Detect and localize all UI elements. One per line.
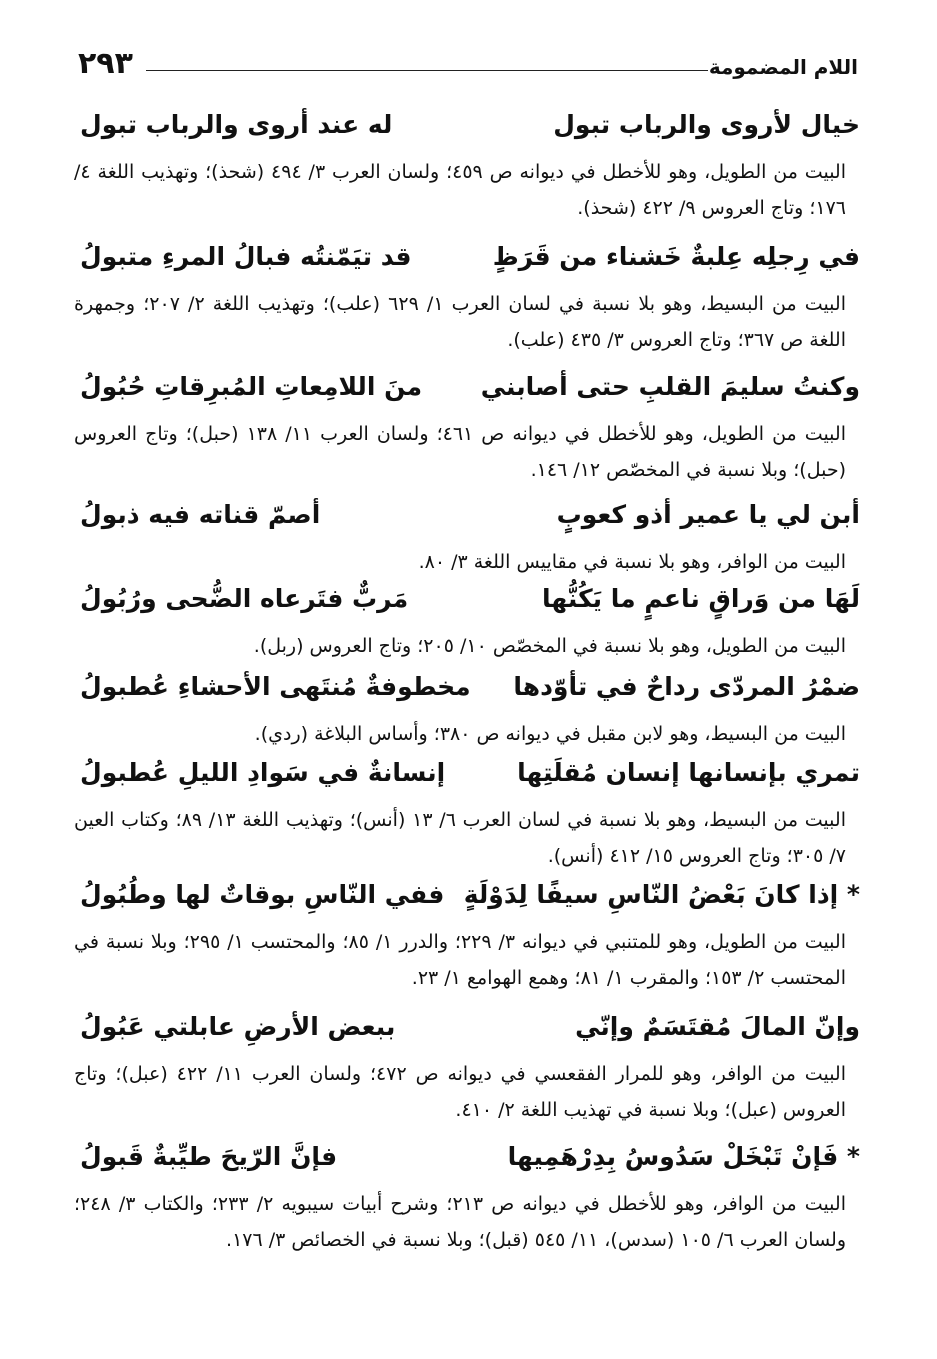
verse-line xyxy=(60,874,860,924)
verse-citation: البيت من الطويل، وهو للمتنبي في ديوانه ٣/ ٢٢٩؛ والدرر ١/ ٨٥؛ والمحتسب ١/ ٢٩٥؛ وبلا نسبة في المحتسب ٢/ ١٥٣؛ والمقرب ١/ ٨١؛ وهمع الهوامع ١/ ٢٣. xyxy=(74,931,846,989)
verse-citation: البيت من البسيط، وهو بلا نسبة في لسان العرب ٦/ ١٣ (أنس)؛ وتهذيب اللغة ١٣/ ٨٩؛ وكتاب العين ٧/ ٣٠٥؛ وتاج العروس ١٥/ ٤١٢ (أنس). xyxy=(74,809,846,867)
verse-citation: البيت من الطويل، وهو بلا نسبة في المخصّص ١٠/ ٢٠٥؛ وتاج العروس (ربل). xyxy=(253,635,846,657)
verse-line xyxy=(60,366,860,416)
verse-line xyxy=(60,494,860,544)
verse-line xyxy=(60,666,860,716)
verse-first-hemistich: لَهَا من وَراقٍ ناعمٍ ما يَكُنُّها xyxy=(542,584,860,613)
page-header xyxy=(78,44,858,88)
verse-entry xyxy=(60,494,860,580)
verse-entry xyxy=(60,752,860,874)
verse-citation: البيت من الطويل، وهو للأخطل في ديوانه ص ٤٦١؛ ولسان العرب ١١/ ١٣٨ (حبل)؛ وتاج العروس (حبل)؛ وبلا نسبة في المخصّص ١٢/ ١٤٦. xyxy=(74,423,846,481)
verse-first-hemistich: وكنتُ سليمَ القلبِ حتى أصابني xyxy=(480,372,860,401)
verse-entry xyxy=(60,1006,860,1128)
verse-entry xyxy=(60,666,860,752)
verse-citation: البيت من الوافر، وهو بلا نسبة في مقاييس اللغة ٣/ ٨٠. xyxy=(418,551,846,573)
verse-second-hemistich: قد تيَمّنتُه فبالُ المرءِ متبولُ xyxy=(80,242,412,271)
verse-first-hemistich: * فَإنْ تَبْخَلْ سَدُوسُ بِدِرْهَمِيها xyxy=(507,1142,860,1171)
verse-first-hemistich: ضمْرُ المردّى رداحٌ في تأوّدها xyxy=(513,672,860,701)
verse-line xyxy=(60,578,860,628)
verse-entry xyxy=(60,236,860,358)
verse-first-hemistich: * إذا كانَ بَعْضُ النّاسِ سيفًا لِدَوْلَةٍ xyxy=(463,880,860,909)
verse-citation: البيت من البسيط، وهو بلا نسبة في لسان العرب ١/ ٦٢٩ (علب)؛ وتهذيب اللغة ٢/ ٢٠٧؛ وجمهرة اللغة ص ٣٦٧؛ وتاج العروس ٣/ ٤٣٥ (علب). xyxy=(74,293,846,351)
verse-citation: البيت من الوافر، وهو للمرار الفقعسي في ديوانه ص ٤٧٢؛ ولسان العرب ١١/ ٤٢٢ (عبل)؛ وتاج العروس (عبل)؛ وبلا نسبة في تهذيب اللغة ٢/ ٤١٠. xyxy=(74,1063,846,1121)
verse-second-hemistich: أصمّ قناته فيه ذبولُ xyxy=(80,500,321,529)
verse-citation: البيت من الوافر، وهو للأخطل في ديوانه ص ٢١٣؛ وشرح أبيات سيبويه ٢/ ٢٣٣؛ والكتاب ٣/ ٢٤٨؛ ولسان العرب ٦/ ١٠٥ (سدس)، ١١/ ٥٤٥ (قبل)؛ وبلا نسبة في الخصائص ٣/ ١٧٦. xyxy=(74,1193,846,1251)
verse-first-hemistich: وإنّ المالَ مُقتَسَمٌ وإنّي xyxy=(575,1012,860,1041)
verse-line xyxy=(60,236,860,286)
verse-second-hemistich: منَ اللامِعاتِ المُبرِقاتِ حُبُولُ xyxy=(80,372,423,401)
verse-first-hemistich: في رِجلِه عِلبةٌ خَشناء من قَرَظٍ xyxy=(492,242,860,271)
verse-entry xyxy=(60,1136,860,1258)
verse-entry xyxy=(60,366,860,488)
verse-entry xyxy=(60,104,860,226)
verse-second-hemistich: له عند أروى والرباب تبول xyxy=(80,110,393,139)
verse-entry xyxy=(60,578,860,664)
verse-second-hemistich: مخطوفةٌ مُنتَهى الأحشاءِ عُطبولُ xyxy=(80,672,471,701)
header-rule xyxy=(146,70,708,71)
verse-line xyxy=(60,104,860,154)
verse-entry xyxy=(60,874,860,996)
verse-first-hemistich: أبن لي يا عمير أذو كعوبٍ xyxy=(556,500,860,529)
verse-second-hemistich: مَربٌّ فتَرعاه الضُّحى ورُبُولُ xyxy=(80,584,409,613)
verse-first-hemistich: تمري بإنسانها إنسان مُقلَتِها xyxy=(517,758,860,787)
verse-line xyxy=(60,752,860,802)
verse-second-hemistich: فإنَّ الرّيحَ طيِّبةٌ قَبولُ xyxy=(80,1142,338,1171)
verse-second-hemistich: ببعض الأرضِ عابلتي عَبُولُ xyxy=(80,1012,396,1041)
verse-citation: البيت من الطويل، وهو للأخطل في ديوانه ص ٤٥٩؛ ولسان العرب ٣/ ٤٩٤ (شحذ)؛ وتهذيب اللغة ٤/ ١٧٦؛ وتاج العروس ٩/ ٤٢٢ (شحذ). xyxy=(74,161,846,219)
verse-first-hemistich: خيال لأروى والرباب تبول xyxy=(553,110,860,139)
running-title: اللام المضمومة xyxy=(708,55,858,79)
verse-citation: البيت من البسيط، وهو لابن مقبل في ديوانه ص ٣٨٠؛ وأساس البلاغة (ردي). xyxy=(254,723,846,745)
page-number: ٢٩٣ xyxy=(78,46,133,81)
verse-second-hemistich: إنسانةٌ في سَوادِ الليلِ عُطبولُ xyxy=(80,758,446,787)
verse-second-hemistich: ففي النّاسِ بوقاتٌ لها وطُبُولُ xyxy=(80,880,445,909)
verse-line xyxy=(60,1136,860,1186)
verse-line xyxy=(60,1006,860,1056)
